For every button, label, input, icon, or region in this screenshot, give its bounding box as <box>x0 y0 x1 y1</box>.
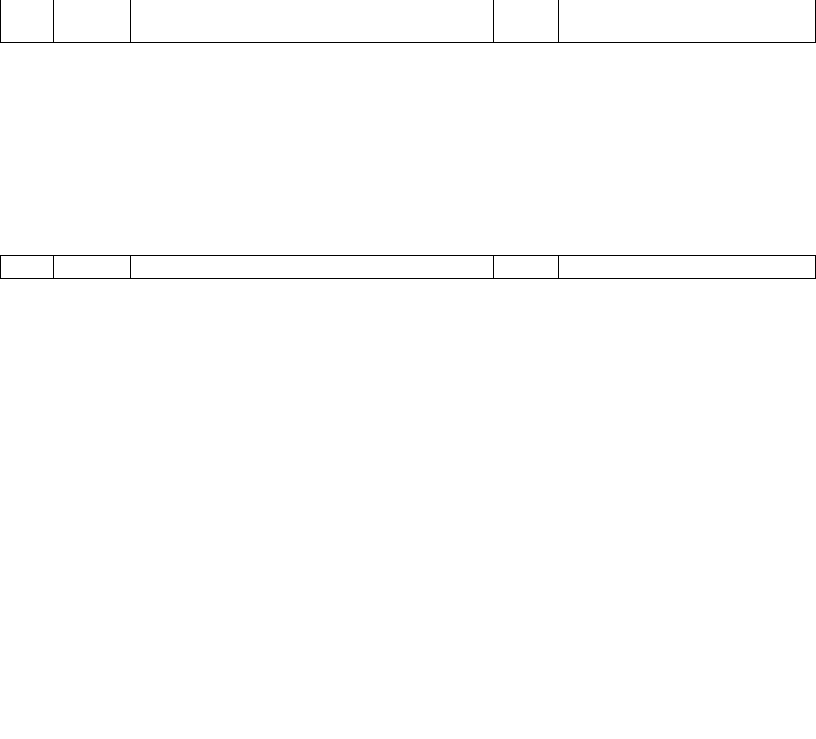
type-cell <box>558 256 815 279</box>
session-cell <box>54 256 130 279</box>
schedule-table-bottom <box>0 255 816 279</box>
section-title <box>130 0 493 43</box>
num-cell <box>1 0 54 43</box>
session-cell <box>54 0 130 43</box>
section-header-row <box>1 0 816 43</box>
section-header-continuation-row <box>1 256 816 279</box>
section-title-continuation <box>130 256 493 279</box>
schedule-table-top <box>0 0 816 43</box>
num-cell <box>1 256 54 279</box>
type-cell <box>558 0 815 43</box>
hours-cell <box>493 256 558 279</box>
hours-cell <box>493 0 558 43</box>
